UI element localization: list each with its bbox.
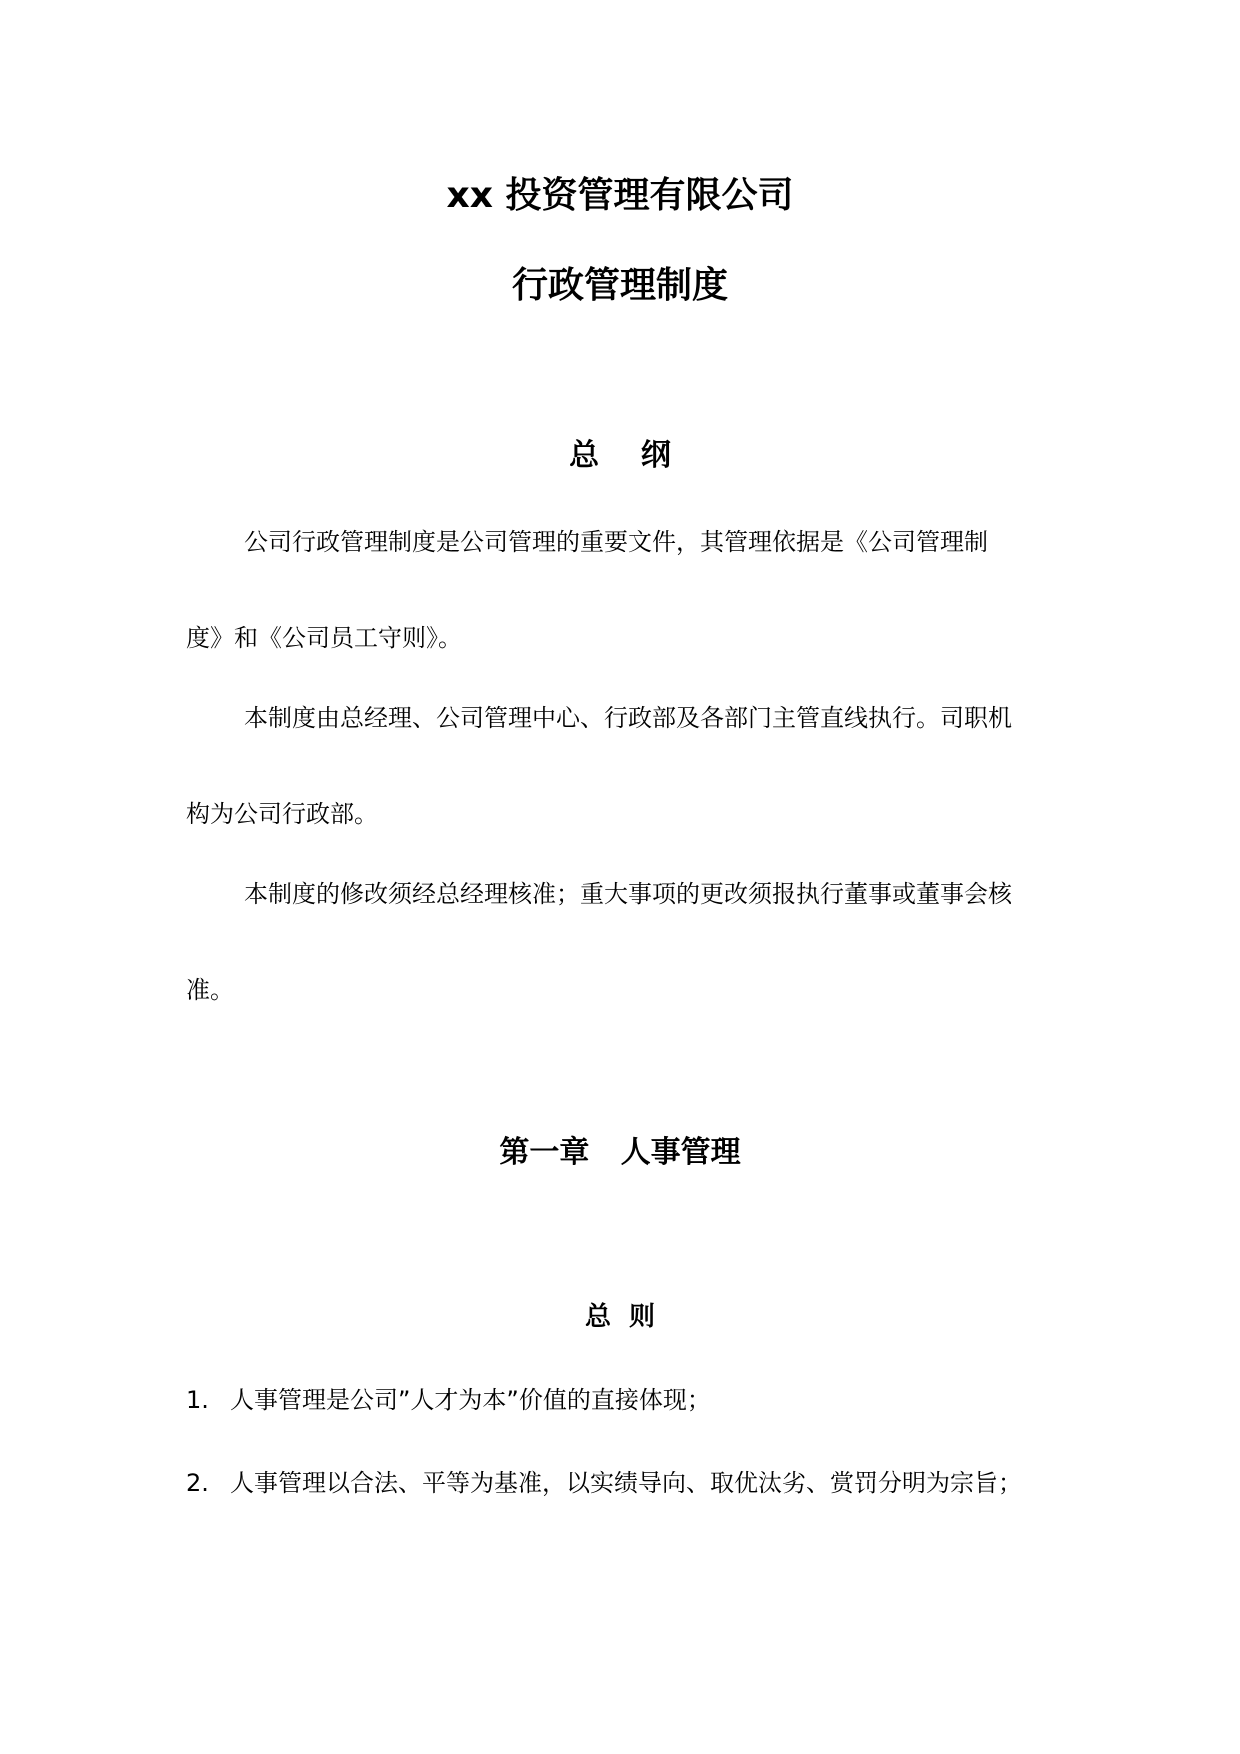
list-item <box>186 1467 1022 1499</box>
chapter-1-heading: 第一章 人事管理 <box>499 1135 741 1170</box>
list-item-text: 人事管理以合法、平等为基准，以实绩导向、取优汰劣、赏罚分明为宗旨； <box>230 1469 1022 1497</box>
outline-paragraph-3-line-2: 准。 <box>186 976 234 1004</box>
list-item-number: 1. <box>186 1386 209 1414</box>
outline-heading: 总 纲 <box>569 438 671 473</box>
list-item <box>186 1384 711 1416</box>
general-rules-heading: 总 则 <box>584 1302 656 1332</box>
company-title: xx 投资管理有限公司 <box>446 175 794 216</box>
outline-paragraph-1-line-2: 度》和《公司员工守则》。 <box>186 624 462 652</box>
outline-paragraph-2-line-2: 构为公司行政部。 <box>186 800 378 828</box>
list-item-text: 人事管理是公司”人才为本”价值的直接体现； <box>230 1386 711 1414</box>
outline-paragraph-3-line-1: 本制度的修改须经总经理核准；重大事项的更改须报执行董事或董事会核 <box>244 880 1012 908</box>
outline-paragraph-1-line-1: 公司行政管理制度是公司管理的重要文件，其管理依据是《公司管理制 <box>244 528 988 556</box>
outline-paragraph-2-line-1: 本制度由总经理、公司管理中心、行政部及各部门主管直线执行。司职机 <box>244 704 1012 732</box>
list-item-number: 2. <box>186 1469 209 1497</box>
document-title: 行政管理制度 <box>511 265 728 306</box>
